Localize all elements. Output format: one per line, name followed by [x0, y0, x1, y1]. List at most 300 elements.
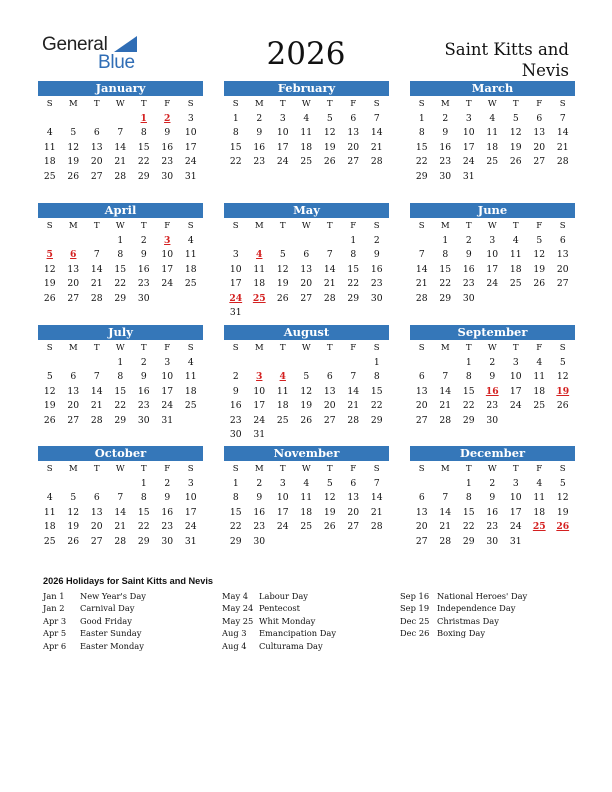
- holiday-row: [43, 615, 146, 627]
- holiday-column: [400, 590, 527, 640]
- day-cell: 21: [415, 278, 428, 289]
- day-cell: 22: [137, 156, 150, 167]
- day-cell: 31: [229, 307, 242, 318]
- day-cell: 30: [370, 292, 383, 304]
- weekday-label: T: [93, 464, 100, 474]
- day-cell: 23: [462, 278, 475, 289]
- day-cell: 28: [90, 414, 103, 426]
- day-cell: 6: [536, 112, 543, 124]
- day-cell: 16: [370, 263, 383, 275]
- weekday-label: S: [232, 221, 239, 231]
- day-cell: 23: [161, 156, 174, 167]
- holiday-date: Aug 3: [222, 628, 247, 639]
- month-grid: [38, 462, 203, 549]
- day-cell: 1: [140, 477, 147, 489]
- weekday-label: M: [254, 221, 264, 231]
- day-cell: 7: [350, 371, 357, 382]
- month-header: March: [410, 81, 575, 96]
- weekday-label: T: [326, 99, 333, 109]
- day-cell: 24: [276, 156, 289, 167]
- day-cell: 13: [556, 249, 569, 260]
- holiday-date: May 4: [222, 591, 249, 601]
- weekday-label: S: [559, 343, 566, 353]
- weekday-label: M: [254, 343, 264, 353]
- month-grid: [410, 97, 575, 184]
- day-cell: 12: [300, 385, 313, 397]
- month-grid: [38, 97, 203, 184]
- day-cell: 21: [347, 400, 360, 411]
- day-cell: 12: [43, 263, 56, 275]
- day-cell: 31: [184, 170, 197, 182]
- day-cell: 6: [303, 249, 310, 260]
- day-cell: 8: [140, 492, 147, 503]
- day-cell: 26: [323, 156, 336, 167]
- day-cell: 16: [137, 263, 150, 275]
- day-cell: 9: [256, 492, 263, 503]
- day-cell: 9: [232, 385, 239, 397]
- day-cell: 7: [442, 492, 449, 503]
- day-cell: 12: [556, 492, 569, 503]
- day-cell: 9: [373, 249, 380, 260]
- empty-cell: [248, 234, 272, 249]
- day-cell: 25: [486, 156, 499, 167]
- day-cell: 4: [512, 234, 519, 246]
- weekday-label: W: [115, 464, 125, 474]
- day-cell: 13: [323, 385, 336, 397]
- day-cell: 31: [161, 414, 174, 426]
- day-cell: 4: [489, 112, 496, 124]
- logo-text-blue: Blue: [98, 52, 135, 73]
- day-cell: 6: [93, 492, 100, 503]
- day-cell: 31: [509, 535, 522, 547]
- weekday-label: S: [559, 464, 566, 474]
- day-cell: 13: [347, 127, 360, 138]
- day-cell: 4: [303, 112, 310, 124]
- month-header: June: [410, 203, 575, 218]
- holiday-row: [400, 590, 527, 602]
- day-cell: 19: [556, 506, 569, 518]
- holiday-row: [43, 627, 146, 639]
- holiday-row: [43, 640, 146, 652]
- day-cell: 18: [486, 141, 499, 153]
- empty-cell: [38, 356, 62, 371]
- day-cell: 4: [46, 492, 53, 503]
- day-cell: 31: [184, 535, 197, 547]
- day-cell: 10: [229, 263, 242, 275]
- month-header: August: [224, 325, 389, 340]
- day-cell: 14: [114, 141, 127, 153]
- day-cell: 22: [439, 278, 452, 289]
- holiday-name: Carnival Day: [80, 603, 135, 614]
- day-cell: 30: [229, 429, 242, 440]
- month-grid: [410, 341, 575, 428]
- day-cell: 5: [46, 371, 53, 382]
- holiday-day-cell: 6: [70, 249, 77, 260]
- day-cell: 6: [418, 492, 425, 503]
- day-cell: 11: [533, 371, 546, 382]
- holiday-name: Easter Sunday: [80, 628, 142, 639]
- day-cell: 20: [556, 263, 569, 275]
- day-cell: 5: [70, 492, 77, 503]
- day-cell: 18: [43, 156, 56, 167]
- day-cell: 3: [187, 112, 194, 124]
- day-cell: 18: [533, 506, 546, 518]
- month-grid: [224, 97, 389, 170]
- weekday-label: S: [418, 221, 425, 231]
- weekday-label: W: [487, 464, 497, 474]
- weekday-label: W: [115, 221, 125, 231]
- holiday-date: Apr 3: [43, 615, 67, 626]
- month-august: [224, 325, 389, 443]
- empty-cell: [295, 234, 319, 249]
- day-cell: 23: [161, 521, 174, 532]
- day-cell: 6: [70, 371, 77, 382]
- holiday-row: [222, 602, 336, 614]
- day-cell: 15: [137, 506, 150, 518]
- holiday-name: Whit Monday: [259, 615, 316, 626]
- holiday-day-cell: 19: [556, 385, 570, 397]
- day-cell: 25: [300, 156, 313, 167]
- weekday-label: S: [187, 221, 194, 231]
- day-cell: 29: [439, 292, 452, 304]
- day-cell: 19: [509, 141, 522, 153]
- holiday-day-cell: 1: [140, 112, 147, 124]
- empty-cell: [318, 234, 342, 249]
- day-cell: 18: [43, 521, 56, 532]
- day-cell: 12: [533, 249, 546, 260]
- day-cell: 8: [232, 492, 239, 503]
- day-cell: 27: [415, 414, 428, 426]
- day-cell: 4: [187, 356, 194, 368]
- day-cell: 11: [300, 492, 313, 503]
- weekday-label: S: [418, 464, 425, 474]
- holiday-column: [222, 590, 336, 652]
- month-header: February: [224, 81, 389, 96]
- day-cell: 22: [114, 400, 127, 411]
- day-cell: 3: [232, 249, 239, 260]
- day-cell: 4: [46, 127, 53, 138]
- day-cell: 14: [439, 385, 452, 397]
- day-cell: 4: [187, 234, 194, 246]
- day-cell: 20: [90, 521, 103, 532]
- day-cell: 20: [347, 141, 360, 153]
- day-cell: 24: [253, 414, 266, 426]
- day-cell: 10: [161, 249, 174, 260]
- weekday-label: M: [440, 221, 450, 231]
- day-cell: 19: [43, 400, 56, 411]
- holiday-name: National Heroes' Day: [437, 591, 528, 601]
- holiday-day-cell: 2: [164, 112, 171, 124]
- day-cell: 9: [442, 127, 449, 138]
- holiday-day-cell: 16: [485, 385, 499, 397]
- day-cell: 12: [323, 492, 336, 503]
- day-cell: 20: [300, 278, 313, 289]
- weekday-label: S: [46, 221, 53, 231]
- month-grid: [410, 462, 575, 549]
- day-cell: 2: [465, 234, 472, 246]
- day-cell: 8: [442, 249, 449, 260]
- weekday-label: T: [279, 343, 286, 353]
- day-cell: 2: [442, 112, 449, 124]
- empty-cell: [224, 356, 248, 371]
- weekday-label: T: [140, 464, 147, 474]
- day-cell: 2: [256, 112, 263, 124]
- holiday-row: [222, 627, 336, 639]
- month-january: [38, 81, 203, 184]
- holiday-row: [400, 627, 527, 639]
- day-cell: 13: [90, 141, 103, 153]
- month-header: November: [224, 446, 389, 461]
- weekday-label: S: [418, 99, 425, 109]
- day-cell: 15: [462, 506, 475, 518]
- day-cell: 17: [161, 385, 174, 397]
- weekday-label: M: [68, 464, 78, 474]
- month-october: [38, 446, 203, 549]
- weekday-label: M: [68, 99, 78, 109]
- day-cell: 5: [512, 112, 519, 124]
- day-cell: 15: [114, 263, 127, 275]
- day-cell: 4: [536, 356, 543, 368]
- day-cell: 11: [300, 127, 313, 138]
- day-cell: 25: [184, 400, 197, 411]
- month-march: [410, 81, 575, 184]
- day-cell: 8: [465, 492, 472, 503]
- day-cell: 24: [509, 521, 522, 532]
- day-cell: 10: [184, 127, 197, 138]
- day-cell: 17: [276, 506, 289, 518]
- day-cell: 21: [323, 278, 336, 289]
- day-cell: 23: [137, 400, 150, 411]
- empty-cell: [109, 477, 133, 492]
- day-cell: 21: [370, 506, 383, 518]
- country-name-line-2: Nevis: [521, 61, 569, 80]
- weekday-label: T: [512, 343, 519, 353]
- day-cell: 27: [323, 414, 336, 426]
- day-cell: 25: [276, 414, 289, 426]
- day-cell: 9: [140, 371, 147, 382]
- day-cell: 3: [164, 356, 171, 368]
- day-cell: 7: [117, 127, 124, 138]
- day-cell: 22: [370, 400, 383, 411]
- holiday-date: Jan 1: [43, 591, 65, 601]
- weekday-label: W: [301, 221, 311, 231]
- month-grid: [38, 341, 203, 428]
- weekday-label: T: [465, 464, 472, 474]
- weekday-label: M: [440, 343, 450, 353]
- day-cell: 30: [486, 535, 499, 547]
- day-cell: 8: [117, 249, 124, 260]
- day-cell: 17: [229, 278, 242, 289]
- day-cell: 14: [347, 385, 360, 397]
- day-cell: 28: [439, 414, 452, 426]
- day-cell: 27: [415, 535, 428, 547]
- day-cell: 19: [323, 506, 336, 518]
- day-cell: 3: [512, 356, 519, 368]
- empty-cell: [62, 234, 86, 249]
- day-cell: 29: [370, 414, 383, 426]
- day-cell: 11: [184, 371, 197, 382]
- day-cell: 13: [347, 492, 360, 503]
- day-cell: 11: [253, 263, 266, 275]
- day-cell: 12: [276, 263, 289, 275]
- month-header: October: [38, 446, 203, 461]
- day-cell: 30: [137, 292, 150, 304]
- weekday-label: T: [326, 221, 333, 231]
- day-cell: 18: [184, 263, 197, 275]
- weekday-label: T: [140, 343, 147, 353]
- day-cell: 10: [253, 385, 266, 397]
- weekday-label: S: [373, 464, 380, 474]
- holiday-date: Sep 19: [400, 603, 430, 614]
- day-cell: 15: [462, 385, 475, 397]
- day-cell: 1: [418, 112, 425, 124]
- day-cell: 22: [114, 278, 127, 289]
- day-cell: 16: [439, 141, 452, 153]
- empty-cell: [410, 234, 434, 249]
- day-cell: 16: [462, 263, 475, 275]
- empty-cell: [318, 356, 342, 371]
- weekday-label: S: [373, 99, 380, 109]
- holiday-date: Apr 6: [43, 640, 67, 651]
- weekday-label: T: [465, 221, 472, 231]
- weekday-label: F: [536, 99, 543, 109]
- day-cell: 27: [67, 414, 80, 426]
- holiday-date: Dec 26: [400, 628, 430, 639]
- day-cell: 12: [556, 371, 569, 382]
- empty-cell: [248, 356, 272, 371]
- day-cell: 14: [114, 506, 127, 518]
- day-cell: 20: [347, 506, 360, 518]
- day-cell: 29: [137, 170, 150, 182]
- holiday-name: Christmas Day: [437, 615, 499, 626]
- day-cell: 18: [184, 385, 197, 397]
- month-header: May: [224, 203, 389, 218]
- holiday-day-cell: 5: [46, 249, 53, 260]
- day-cell: 9: [489, 371, 496, 382]
- day-cell: 11: [43, 506, 56, 518]
- weekday-label: F: [536, 343, 543, 353]
- day-cell: 18: [253, 278, 266, 289]
- weekday-label: W: [487, 343, 497, 353]
- month-header: September: [410, 325, 575, 340]
- holiday-name: New Year's Day: [80, 591, 146, 601]
- holiday-name: Independence Day: [437, 603, 516, 614]
- day-cell: 28: [114, 535, 127, 547]
- holiday-date: Aug 4: [222, 640, 247, 651]
- weekday-label: F: [164, 99, 171, 109]
- day-cell: 17: [509, 506, 522, 518]
- day-cell: 19: [43, 278, 56, 289]
- month-grid: [38, 219, 203, 306]
- day-cell: 3: [489, 234, 496, 246]
- day-cell: 7: [93, 371, 100, 382]
- logo-text-general: General: [42, 34, 108, 55]
- holiday-name: Easter Monday: [80, 640, 144, 651]
- month-april: [38, 203, 203, 306]
- holiday-row: [222, 590, 336, 602]
- day-cell: 21: [90, 400, 103, 411]
- day-cell: 26: [556, 400, 569, 411]
- weekday-label: W: [115, 343, 125, 353]
- month-grid: [224, 219, 389, 321]
- day-cell: 7: [418, 249, 425, 260]
- day-cell: 13: [300, 263, 313, 275]
- holiday-row: [43, 590, 146, 602]
- weekday-label: F: [350, 99, 357, 109]
- day-cell: 7: [373, 477, 380, 489]
- day-cell: 27: [533, 156, 546, 167]
- empty-cell: [38, 477, 62, 492]
- day-cell: 24: [509, 400, 522, 411]
- day-cell: 23: [253, 521, 266, 532]
- weekday-label: T: [326, 343, 333, 353]
- day-cell: 13: [533, 127, 546, 138]
- day-cell: 13: [415, 385, 428, 397]
- day-cell: 2: [256, 477, 263, 489]
- empty-cell: [434, 356, 458, 371]
- country-name-line-1: Saint Kitts and: [444, 40, 569, 59]
- day-cell: 15: [347, 263, 360, 275]
- day-cell: 12: [509, 127, 522, 138]
- day-cell: 9: [164, 127, 171, 138]
- weekday-label: S: [559, 221, 566, 231]
- day-cell: 18: [300, 141, 313, 153]
- weekday-label: S: [418, 343, 425, 353]
- day-cell: 5: [70, 127, 77, 138]
- weekday-label: S: [373, 343, 380, 353]
- empty-cell: [62, 112, 86, 127]
- day-cell: 21: [370, 141, 383, 153]
- day-cell: 24: [161, 278, 174, 289]
- day-cell: 8: [373, 371, 380, 382]
- weekday-label: M: [254, 99, 264, 109]
- day-cell: 24: [161, 400, 174, 411]
- day-cell: 27: [90, 170, 103, 182]
- day-cell: 26: [276, 292, 289, 304]
- weekday-label: T: [279, 221, 286, 231]
- calendar-year: 2026: [266, 36, 346, 72]
- day-cell: 21: [439, 521, 452, 532]
- day-cell: 1: [442, 234, 449, 246]
- day-cell: 15: [415, 141, 428, 153]
- holiday-date: Dec 25: [400, 615, 430, 626]
- month-june: [410, 203, 575, 306]
- holiday-name: Labour Day: [259, 591, 308, 601]
- holiday-date: Sep 16: [400, 591, 430, 601]
- day-cell: 19: [67, 521, 80, 532]
- day-cell: 14: [90, 385, 103, 397]
- day-cell: 29: [229, 535, 242, 547]
- month-november: [224, 446, 389, 549]
- day-cell: 17: [161, 263, 174, 275]
- month-grid: [224, 462, 389, 549]
- day-cell: 27: [556, 278, 569, 289]
- day-cell: 24: [184, 521, 197, 532]
- day-cell: 16: [253, 141, 266, 153]
- day-cell: 11: [276, 385, 289, 397]
- day-cell: 3: [512, 477, 519, 489]
- weekday-label: S: [373, 221, 380, 231]
- weekday-label: F: [164, 464, 171, 474]
- empty-cell: [295, 356, 319, 371]
- day-cell: 20: [67, 278, 80, 289]
- day-cell: 9: [489, 492, 496, 503]
- day-cell: 21: [114, 521, 127, 532]
- weekday-label: S: [559, 99, 566, 109]
- day-cell: 12: [67, 506, 80, 518]
- empty-cell: [410, 356, 434, 371]
- holidays-title: 2026 Holidays for Saint Kitts and Nevis: [43, 576, 214, 586]
